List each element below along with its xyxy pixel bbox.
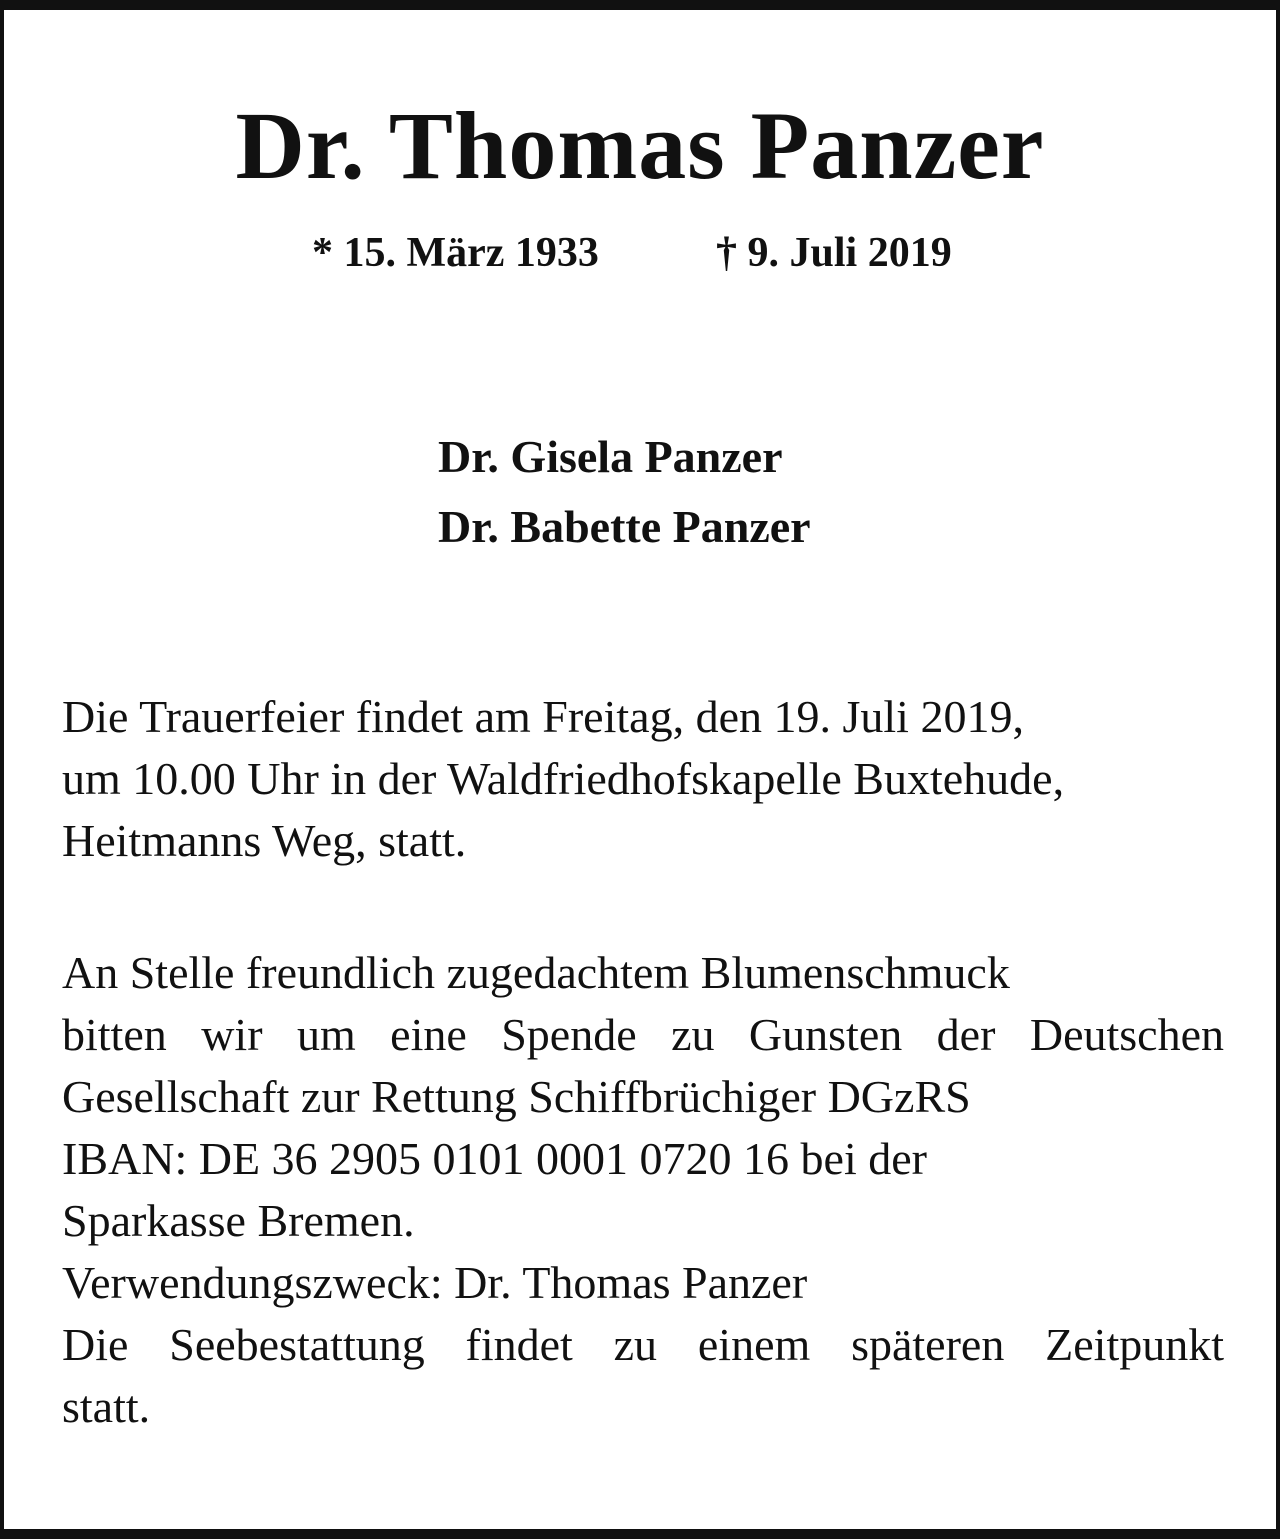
payment-reference-line: Verwendungszweck: Dr. Thomas Panzer [62,1257,808,1308]
paragraph-line: An Stelle freundlich zugedachtem Blumenschmuck [62,947,1010,998]
donation-paragraph [62,942,1224,1438]
paragraph-line: Die Seebestattung findet zu einem späteren Zeitpunkt [62,1319,1224,1370]
death-date: † 9. Juli 2019 [716,230,952,276]
paragraph-line: bitten wir um eine Spende zu Gunsten der Deutschen [62,1009,1224,1060]
paragraph-line: um 10.00 Uhr in der Waldfriedhofskapelle Buxtehude, [62,753,1065,804]
mourners-list [438,422,811,562]
funeral-service-paragraph [62,686,1224,872]
paragraph-line: Sparkasse Bremen. [62,1195,415,1246]
paragraph-line: Heitmanns Weg, statt. [62,815,467,866]
mourner-name: Dr. Babette Panzer [438,501,811,552]
paragraph-line: statt. [62,1381,151,1432]
mourner-name: Dr. Gisela Panzer [438,431,783,482]
deceased-name: Dr. Thomas Panzer [235,92,1045,199]
paragraph-line: Gesellschaft zur Rettung Schiffbrüchiger DGzRS [62,1071,971,1122]
iban-line: IBAN: DE 36 2905 0101 0001 0720 16 bei der [62,1133,927,1184]
paragraph-line: Die Trauerfeier findet am Freitag, den 19. Juli 2019, [62,691,1024,742]
birth-date: * 15. März 1933 [312,230,599,276]
